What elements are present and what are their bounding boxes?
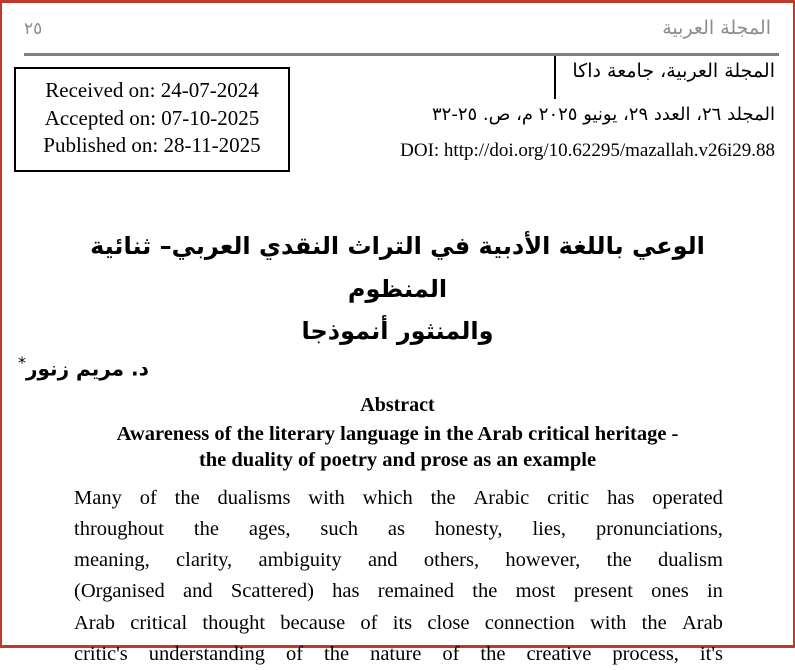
running-head-journal-name: المجلة العربية [662, 17, 771, 39]
abstract-word: nature [370, 642, 422, 665]
article-title-line-1: الوعي باللغة الأدبية في التراث النقدي العربي– ثنائية المنظوم [90, 232, 705, 303]
published-date: Published on: 28-11-2025 [43, 133, 261, 158]
abstract-english-title [57, 421, 738, 473]
abstract-word: however, [505, 549, 581, 572]
abstract-title-line-1: Awareness of the literary language in the Arab critical heritage - [116, 423, 679, 445]
abstract-word: it's [699, 642, 723, 665]
abstract-word: honesty, [434, 518, 503, 541]
abstract-word: in [706, 580, 723, 603]
received-date: Received on: 24-07-2024 [45, 78, 259, 102]
abstract-word: with [308, 487, 345, 509]
author-name: د. مريم زنور [26, 356, 149, 381]
abstract-word: Arab [681, 611, 723, 634]
running-head [24, 17, 771, 45]
abstract-word: ones [651, 580, 689, 603]
abstract-word: because [280, 611, 346, 634]
abstract-word: of [360, 611, 378, 634]
abstract-word: creative [526, 642, 592, 665]
abstract-word: remained [377, 580, 455, 603]
article-title-line-2: والمنثور أنموذجا [301, 317, 494, 346]
abstract-word: process, [612, 642, 679, 665]
header-divider-rule [24, 53, 779, 56]
abstract-line [74, 514, 723, 545]
abstract-word: of [442, 642, 460, 665]
abstract-word: close [427, 611, 470, 634]
abstract-word: ages, [248, 518, 291, 541]
abstract-line [74, 545, 723, 576]
abstract-body [74, 483, 723, 670]
abstract-word: connection [484, 611, 575, 634]
page-content [2, 3, 793, 665]
accepted-date: Accepted on: 07-10-2025 [44, 105, 260, 130]
abstract-word: of [285, 642, 304, 665]
author-footnote-marker: * [18, 353, 26, 372]
article-title [42, 225, 753, 353]
journal-affiliation: المجلة العربية، جامعة داكا [572, 60, 775, 82]
abstract-word: Arab [74, 611, 115, 634]
abstract-word: the [193, 518, 219, 541]
abstract-word: critic's [74, 642, 128, 665]
abstract-word: operated [652, 487, 723, 509]
doi-link[interactable]: DOI: http://doi.org/10.62295/mazallah.v26i29.88 [400, 140, 775, 162]
abstract-heading: Abstract [360, 394, 435, 416]
abstract-word: others, [423, 549, 480, 572]
abstract-line [74, 576, 723, 607]
abstract-word: the [472, 580, 498, 603]
abstract-word: which [362, 487, 413, 509]
abstract-word: has [607, 487, 635, 509]
abstract-word: (Organised [74, 580, 165, 603]
abstract-word: pronunciations, [595, 518, 723, 541]
abstract-word: as [387, 518, 405, 541]
abstract-word: and [367, 549, 398, 572]
abstract-word: understanding [148, 642, 265, 665]
abstract-word: throughout [74, 518, 164, 541]
abstract-word: dualisms [217, 487, 291, 509]
abstract-word: Many [74, 487, 122, 509]
abstract-word: Arabic [473, 487, 530, 509]
abstract-line [74, 608, 723, 639]
abstract-word: Scattered) [230, 580, 314, 603]
abstract-line [74, 639, 723, 670]
abstract-word: with [589, 611, 627, 634]
abstract-word: the [174, 487, 200, 509]
abstract-word: most [515, 580, 556, 603]
journal-metadata [315, 60, 775, 162]
abstract-word: meaning, [74, 549, 150, 572]
abstract-word: clarity, [176, 549, 233, 572]
abstract-word: has [332, 580, 360, 603]
abstract-word: the [430, 487, 456, 509]
abstract-word: of [139, 487, 157, 509]
abstract-word: the [641, 611, 667, 634]
abstract-line [74, 483, 723, 514]
abstract-word: the [606, 549, 632, 572]
abstract-word: its [392, 611, 413, 634]
abstract-word: dualism [657, 549, 723, 572]
abstract-word: lies, [532, 518, 567, 541]
abstract-title-line-2: the duality of poetry and prose as an example [198, 449, 597, 472]
abstract-word: critical [130, 611, 188, 634]
abstract-word: present [573, 580, 633, 603]
abstract-word: the [324, 642, 350, 665]
abstract-word: ambiguity [258, 549, 342, 572]
author-byline [18, 353, 149, 381]
abstract-word: such [320, 518, 358, 541]
abstract-word: the [480, 642, 506, 665]
publication-dates-box [14, 67, 290, 172]
volume-issue-pages: المجلد ٢٦، العدد ٢٩، يونيو ٢٠٢٥ م، ص. ٢٥-٣٢ [432, 103, 775, 125]
abstract-word: and [182, 580, 213, 603]
abstract-word: thought [202, 611, 266, 634]
abstract-word: critic [547, 487, 590, 509]
page-number: ٢٥ [24, 19, 43, 39]
